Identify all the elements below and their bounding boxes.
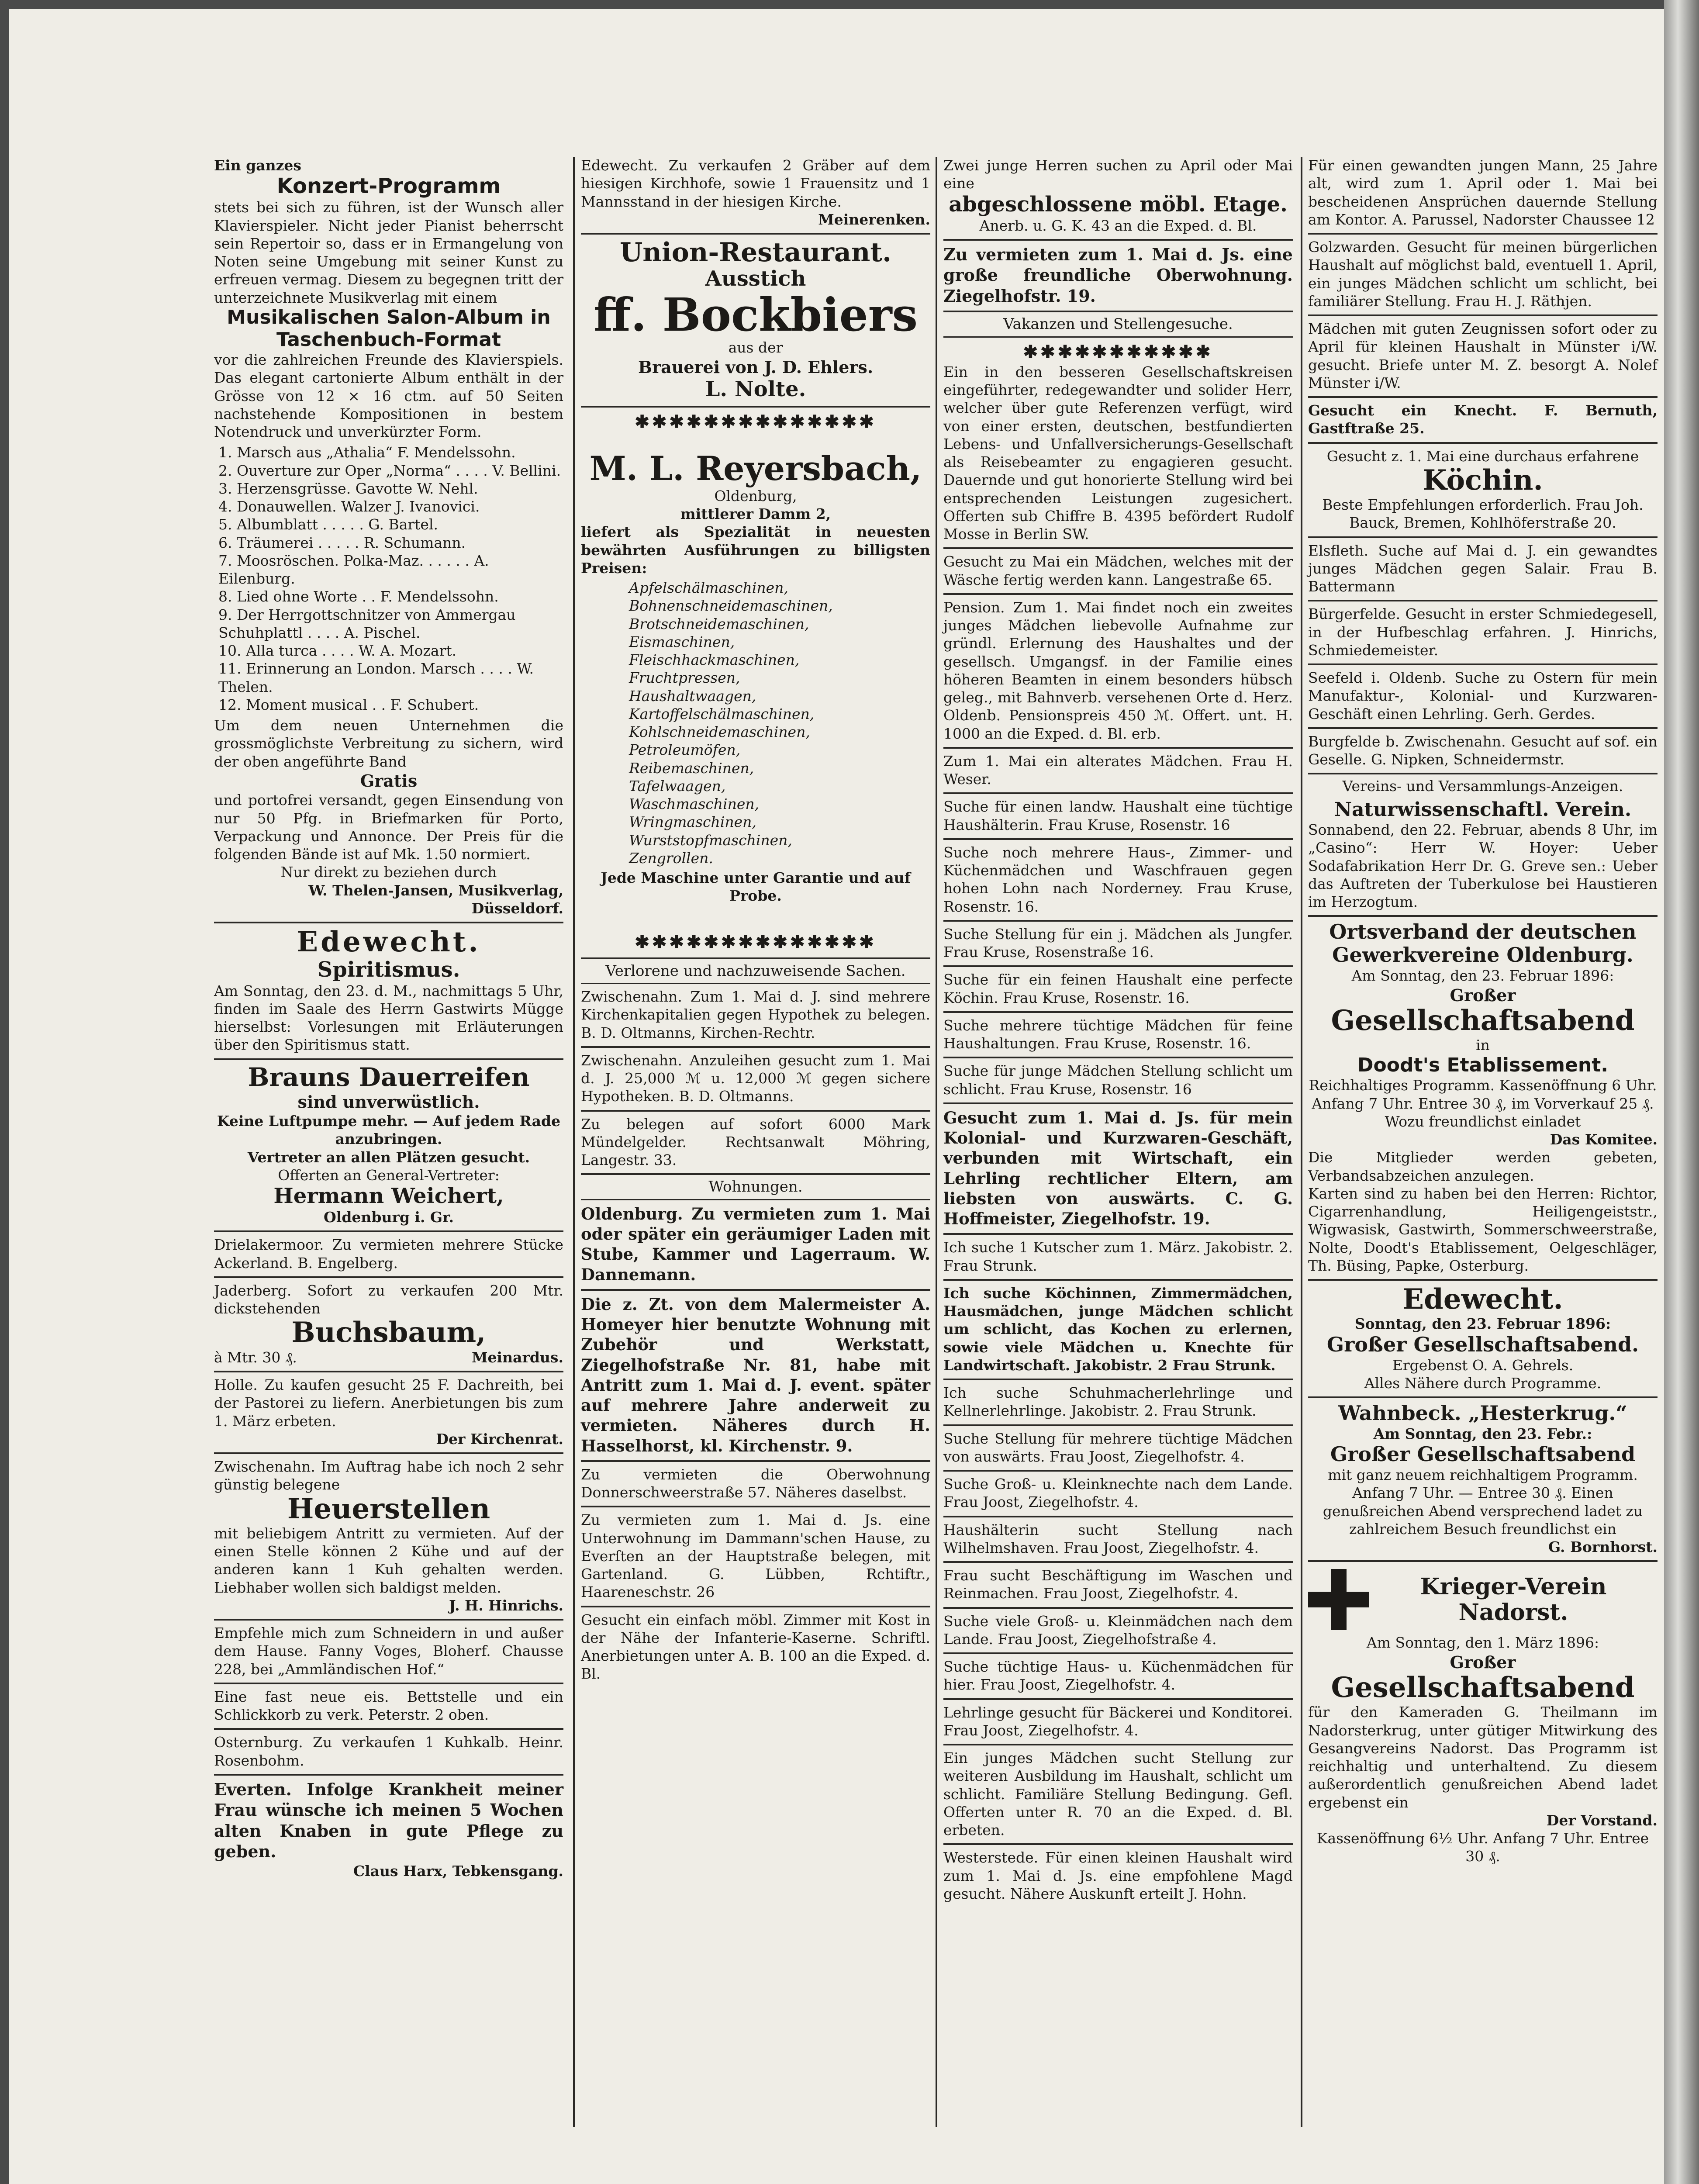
ortsverband-in: in: [1476, 1037, 1490, 1054]
wahnbeck-ad: [1308, 1398, 1658, 1562]
reyersbach-product-list: [629, 579, 930, 867]
wohnung-ad: Zu vermieten die Oberwohnung Donnerschweerstraße 57. Näheres daselbst.: [581, 1462, 930, 1508]
natur-text: Sonnabend, den 22. Februar, abends 8 Uhr, im „Casino“: Herr W. Hoyer: Ueber Sodafabrikation Herr Dr. G. Greve sen.: Ueber das Auftreten der Tuberkulose bei Haustieren im Herzogtum.: [1308, 821, 1658, 911]
list-item: Wurststopfmaschinen,: [629, 831, 792, 849]
list-item: Bohnenschneidemaschinen,: [629, 597, 833, 615]
list-item: Haushaltwaagen,: [629, 687, 756, 705]
reyersbach-place: Oldenburg,: [714, 487, 797, 505]
brauns-title: Brauns Dauerreifen: [248, 1062, 530, 1092]
elsfleth-ad: Elsfleth. Suche auf Mai d. J. ein gewandtes junges Mädchen gegen Salair. Frau B. Battermann: [1308, 538, 1658, 602]
r70-ad: Ein junges Mädchen sucht Stellung zur weiteren Ausbildung im Haushalt, schlicht um schlicht. Familiäre Stellung Bedingung. Gefl. Offerten unter R. 70 an die Exped. d. Bl. erbeten.: [943, 1745, 1293, 1845]
zwischenahn-text: mit beliebigem Antritt zu vermieten. Auf der einen Stelle können 2 Kühe und auf der anderen kann 1 Kuh gehalten werden. Liebhaber wollen sich baldigst melden.: [214, 1524, 563, 1596]
list-item: Fruchtpressen,: [629, 669, 740, 687]
publisher: W. Thelen-Jansen, Musikverlag, Düsseldorf.: [308, 881, 563, 917]
column-rule: [1301, 157, 1302, 2127]
holle-text: Holle. Zu kaufen gesucht 25 F. Dachreith, bei der Pastorei zu liefern. Anerbietungen bis zum 1. März erbeten.: [214, 1376, 563, 1430]
list-item: Petroleumöfen,: [629, 741, 741, 759]
reisebeamter-text: Ein in den besseren Gesellschaftskreisen eingeführter, redegewandter und solider Herr, welcher über gute Referenzen verfügt, wird von einer ersten, deutschen, bestfundierten Lebens- und Unfallversicherungs-Gesellschaft als Reisebeamter zu engagieren gesucht. Dauernde und gut honorierte Stellung wird bei entsprechenden Leistungen zugesichert. Offerten sub Chiffre B. 4395 befördert Rudolf Mosse in Berlin SW.: [943, 363, 1293, 543]
wohnungen-heading: Wohnungen.: [581, 1175, 930, 1200]
koechin-title: Köchin.: [1423, 463, 1543, 497]
jaderberg-sig: Meinardus.: [472, 1348, 563, 1366]
stellen-ad: Zum 1. Mai ein alterates Mädchen. Frau H. Weser.: [943, 749, 1293, 795]
konzert-ad: [214, 153, 563, 923]
strunk-ad: Ich suche Schuhmacherlehrlinge und Kellnerlehrlinge. Jakobistr. 2. Frau Strunk.: [943, 1380, 1293, 1426]
union-main: ff. Bockbiers: [593, 288, 918, 342]
hoffmeister-ad: Gesucht zum 1. Mai d. Js. für mein Kolonial- und Kurzwaren-Geschäft, verbunden mit Wirtschaft, ein Lehrling rechtlicher Eltern, am liebsten von auswärts. C. G. Hoffmeister, Ziegelhofstr. 19.: [943, 1104, 1293, 1235]
koechin-text: Beste Empfehlungen erforderlich. Frau Joh. Bauck, Bremen, Kohlhöferstraße 20.: [1322, 496, 1644, 532]
list-item: Apfelschälmaschinen,: [629, 579, 788, 597]
list-item: 3. Herzensgrüsse. Gavotte W. Nehl.: [218, 480, 478, 497]
stellen-ad: Suche Stellung für ein j. Mädchen als Jungfer. Frau Kruse, Rosenstraße 16.: [943, 922, 1293, 968]
list-item: Zengrollen.: [629, 849, 713, 867]
zwischenahn-sig: J. H. Hinrichs.: [449, 1597, 563, 1614]
ortsverband-venue: Doodt's Etablissement.: [1357, 1054, 1608, 1076]
ortsverband-main: Gesellschaftsabend: [1331, 1004, 1635, 1037]
verloren-ad: Zwischenahn. Anzuleihen gesucht zum 1. Mai d. J. 25,000 ℳ u. 12,000 ℳ gegen sichere Hypotheken. B. D. Oltmanns.: [581, 1048, 930, 1112]
list-item: 2. Ouverture zur Oper „Norma“ . . . . V. Bellini.: [218, 462, 561, 479]
stellen-ad: Suche für einen landw. Haushalt eine tüchtige Haushälterin. Frau Kruse, Rosenstr. 16: [943, 794, 1293, 840]
ortsverband-text: Reichhaltiges Programm. Kassenöffnung 6 Uhr. Anfang 7 Uhr. Entree 30 ₰, im Vorverkauf 25 ₰. Wozu freundlichst einladet: [1309, 1077, 1657, 1130]
wohnung-ad: Oldenburg. Zu vermieten zum 1. Mai oder später ein geräumiger Laden mit Stube, Kammer und Lagerraum. W. Dannemann.: [581, 1200, 930, 1291]
union-title: Union-Restaurant.: [619, 237, 892, 268]
list-item: 9. Der Herrgottschnitzer von Ammergau Schuhplattl . . . . A. Pischel.: [218, 606, 516, 641]
list-item: Eismaschinen,: [629, 633, 735, 650]
reisebeamter-ad: [943, 338, 1293, 549]
buergerfelde-ad: Bürgerfelde. Gesucht in erster Schmiedegesell, in der Hufbeschlag erfahren. J. Hinrichs, Schmiedemeister.: [1308, 601, 1658, 665]
album-text: vor die zahlreichen Freunde des Klavierspiels. Das elegant cartonierte Album enthält in der Grösse von 12 × 16 ctm. auf 50 Seiten nachstehende Kompositionen in bestem Notendruck und unverkürzter Form.: [214, 351, 563, 441]
column-4: [1308, 153, 1658, 1870]
holle-sig: Der Kirchenrat.: [436, 1430, 563, 1448]
list-item: 8. Lied ohne Worte . . F. Mendelssohn.: [218, 588, 499, 605]
krieger-entry: Kassenöffnung 6½ Uhr. Anfang 7 Uhr. Entree 30 ₰.: [1316, 1830, 1649, 1865]
brauns-ad: [214, 1060, 563, 1233]
wahnbeck-date: Am Sonntag, den 23. Febr.:: [1373, 1425, 1592, 1442]
joost-ad: Haushälterin sucht Stellung nach Wilhelmshaven. Frau Joost, Ziegelhofstr. 4.: [943, 1517, 1293, 1563]
edewecht2-main: Großer Gesellschaftsabend.: [1326, 1332, 1639, 1356]
ortsverband-sig: Das Komitee.: [1550, 1131, 1658, 1148]
list-item: Kartoffelschälmaschinen,: [629, 705, 815, 722]
list-item: 7. Moosröschen. Polka-Maz. . . . . . A. Eilenburg.: [218, 552, 489, 587]
krieger-verein-ad: [1308, 1562, 1658, 1870]
seefeld-ad: Seefeld i. Oldenb. Suche zu Ostern für mein Manufaktur-, Kolonial- und Kurzwaren-Geschäft einen Lehrling. Gerh. Gerdes.: [1308, 665, 1658, 729]
etage-sig: Anerb. u. G. K. 43 an die Exped. d. Bl.: [979, 217, 1257, 234]
kontor-ad: Für einen gewandten jungen Mann, 25 Jahre alt, wird zum 1. April oder 1. Mai bei bescheidenen Ansprüchen dauernde Stellung am Kontor. A. Parussel, Nadorster Chaussee 12: [1308, 153, 1658, 235]
vakanzen-heading: Vakanzen und Stellengesuche.: [943, 312, 1293, 338]
edewecht-spiritismus-ad: [214, 923, 563, 1060]
kicker: Ein ganzes: [214, 157, 301, 174]
column-3: [943, 153, 1293, 1907]
jaderberg-ad: [214, 1278, 563, 1372]
list-item: Tafelwaagen,: [629, 777, 726, 795]
edewecht-abend-ad: [1308, 1281, 1658, 1398]
krieger-date: Am Sonntag, den 1. März 1896:: [1366, 1634, 1599, 1652]
jaderberg-price: à Mtr. 30 ₰.: [214, 1348, 297, 1366]
schneidern-ad: Empfehle mich zum Schneidern in und außer dem Hause. Fanny Voges, Bloherf. Chausse 228, bei „Ammländischen Hof.“: [214, 1621, 563, 1684]
star-divider: ✱✱✱✱✱✱✱✱✱✱✱✱✱✱: [635, 931, 877, 952]
konzert-intro: stets bei sich zu führen, ist der Wunsch aller Klavierspieler. Nicht jeder Pianist beherrscht sein Repertoir so, dass er in Ermangelung von Noten seine Umgebung mit seiner Kunst zu erfreuen vermag. Diesem zu begegnen tritt der unterzeichnete Musikverlag mit einem: [214, 199, 563, 306]
union-restaurant-ad: [581, 235, 930, 408]
knecht-ad: Gesucht ein Knecht. F. Bernuth, Gastftraße 25.: [1308, 398, 1658, 444]
jaderberg-footer: [214, 1348, 563, 1366]
column-1: [214, 153, 563, 1884]
reyersbach-text: liefert als Spezialität in neuesten bewährten Ausführungen zu billigsten Preisen:: [581, 523, 930, 577]
wahnbeck-main: Großer Gesellschaftsabend: [1330, 1442, 1636, 1466]
direct-text: Nur direkt zu beziehen durch: [280, 864, 497, 881]
list-item: Fleischhackmaschinen,: [629, 651, 800, 669]
list-item: 6. Träumerei . . . . . R. Schumann.: [218, 534, 466, 551]
jaderberg-line: Jaderberg. Sofort zu verkaufen 200 Mtr. dickstehenden: [214, 1282, 563, 1317]
ortsverband-grosser: Großer: [1450, 985, 1516, 1005]
stellen-ad: Suche mehrere tüchtige Mädchen für feine Haushaltungen. Frau Kruse, Rosenstr. 16.: [943, 1013, 1293, 1059]
maedchen-ad: Gesucht zu Mai ein Mädchen, welches mit der Wäsche fertig werden kann. Langestraße 65.: [943, 549, 1293, 595]
column-2: [581, 153, 930, 1687]
joost-ad: Frau sucht Beschäftigung im Waschen und Reinmachen. Frau Joost, Ziegelhofstr. 4.: [943, 1563, 1293, 1609]
natur-title: Naturwissenschaftl. Verein.: [1334, 798, 1632, 821]
page-binding-edge: [1664, 0, 1699, 2184]
brauns-place: Oldenburg i. Gr.: [324, 1209, 454, 1226]
joost-ad: Suche Groß- u. Kleinknechte nach dem Lande. Frau Joost, Ziegelhofstr. 4.: [943, 1472, 1293, 1517]
konzert-title: Konzert-Programm: [276, 174, 501, 199]
edewecht2-date: Sonntag, den 23. Februar 1896:: [1354, 1315, 1611, 1333]
column-rule: [573, 157, 575, 2127]
everten-ad: [214, 1776, 563, 1884]
golzwarden-ad: Golzwarden. Gesucht für meinen bürgerlichen Haushalt auf möglichst bald, eventuell 1. April, ein junges Mädchen schlicht um schlicht, bei familiärer Stellung. Frau H. J. Räthjen.: [1308, 235, 1658, 316]
brauns-offerten: Offerten an General-Vertreter:: [278, 1166, 500, 1184]
wahnbeck-title: Wahnbeck. „Hesterkrug.“: [1338, 1401, 1627, 1425]
gratis-label: Gratis: [360, 771, 418, 791]
list-item: Wringmaschinen,: [629, 813, 756, 831]
list-item: 10. Alla turca . . . . W. A. Mozart.: [218, 642, 457, 660]
reyersbach-footer: Jede Maschine unter Garantie und auf Probe.: [601, 869, 911, 905]
wahnbeck-text: mit ganz neuem reichhaltigem Programm. Anfang 7 Uhr. — Entree 30 ₰. Einen genußreichen Abend versprechend ladet zu zahlreichem Besuch freundlichst ein: [1323, 1466, 1643, 1538]
everten-text: Everten. Infolge Krankheit meiner Frau wünsche ich meinen 5 Wochen alten Knaben in gute Pflege zu geben.: [214, 1779, 563, 1862]
reyersbach-ad: [581, 408, 930, 959]
list-item: 11. Erinnerung an London. Marsch . . . . W. Thelen.: [218, 660, 534, 695]
konzert-program-list: [218, 443, 563, 714]
konzert-outro: Um dem neuen Unternehmen die grossmöglichste Verbreitung zu sichern, wird der oben angeführte Band: [214, 717, 563, 770]
joost-ad: Suche tüchtige Haus- u. Küchenmädchen für hier. Frau Joost, Ziegelhofstr. 4.: [943, 1654, 1293, 1700]
westerstede-ad: Westerstede. Für einen kleinen Haushalt wird zum 1. Mai d. Js. eine empfohlene Magd gesucht. Nähere Auskunft erteilt J. Hohn.: [943, 1849, 1293, 1902]
verloren-ad: Zu belegen auf sofort 6000 Mark Mündelgelder. Rechtsanwalt Möhring, Langestr. 33.: [581, 1112, 930, 1175]
krieger-title: Krieger-Verein Nadorst.: [1420, 1573, 1607, 1626]
edewecht-text: Am Sonntag, den 23. d. M., nachmittags 5 Uhr, finden im Saale des Herrn Gastwirts Mügge hierselbst: Vorlesungen mit Erläuterungen über den Spiritismus statt.: [214, 982, 563, 1054]
joost-ad: Suche viele Groß- u. Kleinmädchen nach dem Lande. Frau Joost, Ziegelhofstraße 4.: [943, 1609, 1293, 1655]
drielake-ad: Drielakermoor. Zu vermieten mehrere Stücke Ackerland. B. Engelberg.: [214, 1232, 563, 1278]
iron-cross-icon: [1308, 1569, 1369, 1630]
strunk-ad: Ich suche 1 Kutscher zum 1. März. Jakobistr. 2. Frau Strunk.: [943, 1235, 1293, 1281]
stellen-ad: Suche für junge Mädchen Stellung schlicht um schlicht. Frau Kruse, Rosenstr. 16: [943, 1058, 1293, 1104]
naturwissenschaft-ad: [1308, 795, 1658, 917]
wohnung-ad: Die z. Zt. von dem Malermeister A. Homeyer hier benutzte Wohnung mit Zubehör und Werkstatt, Ziegelhofstraße Nr. 81, habe mit Antritt zum 1. Mai d. J. event. später auf mehrere Jahre anderweit zu vermieten. Näheres durch H. Hasselhorst, kl. Kirchenstr. 9.: [581, 1291, 930, 1462]
verloren-heading: Verlorene und nachzuweisende Sachen.: [581, 959, 930, 985]
pension-ad: Pension. Zum 1. Mai findet noch ein zweites junges Mädchen liebevolle Aufnahme zur gründl. Erlernung des Haushaltes und der gesellsch. Umgangsf. in der Familie eines höheren Beamten in einem besonders hübsch geleg., mit Bahnverb. versehenen Orte d. Herz. Oldenb. Pensionspreis 450 ℳ. Offert. unt. H. 1000 an die Exped. d. Bl. erb.: [943, 595, 1293, 749]
graeber-text: Edewecht. Zu verkaufen 2 Gräber auf dem hiesigen Kirchhofe, sowie 1 Frauensitz und 1 Mannsstand in der hiesigen Kirche.: [581, 157, 930, 210]
column-rule: [936, 157, 937, 2127]
osternburg-ad: Osternburg. Zu verkaufen 1 Kuhkalb. Heinr. Rosenbohm.: [214, 1730, 563, 1776]
oberwohnung-ad: Zu vermieten zum 1. Mai d. Js. eine große freundliche Oberwohnung. Ziegelhofstr. 19.: [943, 241, 1293, 313]
ortsverband-date: Am Sonntag, den 23. Februar 1896:: [1351, 967, 1614, 985]
ortsverband-title: Ortsverband der deutschen Gewerkvereine Oldenburg.: [1329, 920, 1637, 967]
krieger-grosser: Großer: [1450, 1652, 1516, 1672]
brauns-text: Keine Luftpumpe mehr. — Auf jedem Rade anzubringen.: [217, 1113, 561, 1148]
burgfelde-ad: Burgfelde b. Zwischenahn. Gesucht auf sof. ein Geselle. G. Nipken, Schneidermstr.: [1308, 729, 1658, 775]
krieger-header: [1308, 1565, 1658, 1634]
list-item: 5. Albumblatt . . . . . G. Bartel.: [218, 516, 438, 533]
muenster-ad: Mädchen mit guten Zeugnissen sofort oder zu April für kleinen Haushalt in Münster i/W. gesucht. Briefe unter M. Z. besorgt A. Nolef Münster i/W.: [1308, 316, 1658, 398]
star-divider: ✱✱✱✱✱✱✱✱✱✱✱✱✱✱: [635, 411, 877, 432]
list-item: Brotschneidemaschinen,: [629, 615, 809, 632]
brauns-name: Hermann Weichert,: [273, 1184, 504, 1208]
wohnung-ad: Zu vermieten zum 1. Mai d. Js. eine Unterwohnung im Dammann'schen Hause, zu Everſten an der Hauptstraße belegen, mit Gartenland. G. Lübben, Rchtiftr., Haareneschstr. 26: [581, 1507, 930, 1607]
jaderberg-title: Buchsbaum,: [291, 1316, 486, 1349]
reyersbach-street: mittlerer Damm 2,: [680, 505, 831, 523]
wohnung-ad: Gesucht ein einfach möbl. Zimmer mit Kost in der Nähe der Infanterie-Kaserne. Schriftl. Anerbietungen unter A. B. 100 an die Exped. d. Bl.: [581, 1611, 930, 1683]
edewecht2-title: Edewecht.: [1402, 1283, 1563, 1316]
edewecht-title: Edewecht.: [297, 926, 481, 959]
strunk-ad: Ich suche Köchinnen, Zimmermädchen, Hausmädchen, junge Mädchen schlicht um schlicht, das Kochen zu erlernen, sowie viele Mädchen u. Knechte für Landwirtschaft. Jakobistr. 2 Frau Strunk.: [943, 1281, 1293, 1380]
ortsverband-ad: [1308, 917, 1658, 1281]
verloren-ad: Zwischenahn. Zum 1. Mai d. J. sind mehrere Kirchenkapitalien gegen Hypothek zu belegen. B. D. Oltmanns, Kirchen-Rechtr.: [581, 984, 930, 1048]
star-divider: ✱✱✱✱✱✱✱✱✱✱✱: [1023, 341, 1213, 362]
joost-ad: Suche Stellung für mehrere tüchtige Mädchen von auswärts. Frau Joost, Ziegelhofstr. 4.: [943, 1426, 1293, 1472]
krieger-sig: Der Vorstand.: [1546, 1811, 1658, 1829]
everten-sig: Claus Harx, Tebkensgang.: [353, 1862, 563, 1880]
koechin-line: Gesucht z. 1. Mai eine durchaus erfahrene: [1326, 447, 1639, 465]
newspaper-page: [9, 9, 1664, 2184]
reyersbach-title: M. L. Reyersbach,: [589, 449, 922, 488]
union-brewery: Brauerei von J. D. Ehlers.: [638, 357, 874, 377]
stellen-ad: Suche für ein feinen Haushalt eine perfecte Köchin. Frau Kruse, Rosenstr. 16.: [943, 967, 1293, 1013]
stellen-ad: Suche noch mehrere Haus-, Zimmer- und Küchenmädchen und Waschfrauen gegen hohen Lohn nach Norderney. Frau Kruse, Rosenstr. 16.: [943, 840, 1293, 922]
zwischenahn-ad: [214, 1454, 563, 1621]
zwischenahn-title: Heuerstellen: [287, 1492, 490, 1525]
graeber-ad: [581, 153, 930, 235]
list-item: 4. Donauwellen. Walzer J. Ivanovici.: [218, 498, 480, 515]
koechin-ad: [1308, 444, 1658, 538]
list-item: Kohlschneidemaschinen,: [629, 723, 810, 741]
etage-line: Zwei junge Herren suchen zu April oder Mai eine: [943, 157, 1293, 192]
edewecht2-sig: Ergebenst O. A. Gehrels.: [1392, 1356, 1574, 1374]
brauns-subtitle: sind unverwüstlich.: [297, 1092, 480, 1112]
bettstelle-ad: Eine fast neue eis. Bettstelle und ein Schlickkorb zu verk. Peterstr. 2 oben.: [214, 1684, 563, 1730]
list-item: 12. Moment musical . . F. Schubert.: [218, 696, 479, 713]
zwischenahn-line: Zwischenahn. Im Auftrag habe ich noch 2 sehr günstig belegene: [214, 1458, 563, 1493]
list-item: Waschmaschinen,: [629, 795, 760, 813]
edewecht-subtitle: Spiritismus.: [317, 957, 460, 982]
etage-ad: [943, 153, 1293, 241]
wahnbeck-sig: G. Bornhorst.: [1548, 1538, 1658, 1556]
album-title: Musikalischen Salon-Album in Taschenbuch-Format: [227, 306, 551, 351]
ortsverband-note: Die Mitglieder werden gebeten, Verbandsabzeichen anzulegen.: [1308, 1149, 1658, 1184]
ortsverband-karten: Karten sind zu haben bei den Herren: Richtor, Cigarrenhandlung, Heiligengeiststr., Wigwasisk, Gastwirth, Sommerschweerstraße, Nolte, Doodt's Etablissement, Oelgeschläger, Th. Büsing, Papke, Osterburg.: [1308, 1185, 1658, 1274]
list-item: Reibemaschinen,: [629, 759, 754, 777]
vereins-heading: Vereins- und Versammlungs-Anzeigen.: [1342, 778, 1623, 795]
graeber-sig: Meinerenken.: [818, 211, 930, 228]
list-item: 1. Marsch aus „Athalia“ F. Mendelssohn.: [218, 444, 516, 461]
krieger-main: Gesellschaftsabend: [1331, 1671, 1635, 1704]
holle-ad: [214, 1372, 563, 1454]
union-name: L. Nolte.: [705, 377, 806, 402]
brauns-vertreter: Vertreter an allen Plätzen gesucht.: [247, 1148, 530, 1166]
krieger-text: für den Kameraden G. Theilmann im Nadorsterkrug, unter gütiger Mitwirkung des Gesangvereins Nadorst. Das Programm ist reichhaltig und unterhaltend. Zu diesem außerordentlich genußreichen Abend ladet ergebenst ein: [1308, 1704, 1658, 1811]
etage-title: abgeschlossene möbl. Etage.: [949, 192, 1288, 217]
joost-ad: Lehrlinge gesucht für Bäckerei und Konditorei. Frau Joost, Ziegelhofstr. 4.: [943, 1700, 1293, 1746]
edewecht2-note: Alles Nähere durch Programme.: [1364, 1374, 1602, 1392]
union-sub: Ausstich: [705, 266, 806, 291]
gratis-text: und portofrei versandt, gegen Einsendung von nur 50 Pfg. in Briefmarken für Porto, Verpackung und Annonce. Der Preis für die folgenden Bände ist auf Mk. 1.50 normiert.: [214, 791, 563, 863]
union-from: aus der: [728, 339, 783, 356]
